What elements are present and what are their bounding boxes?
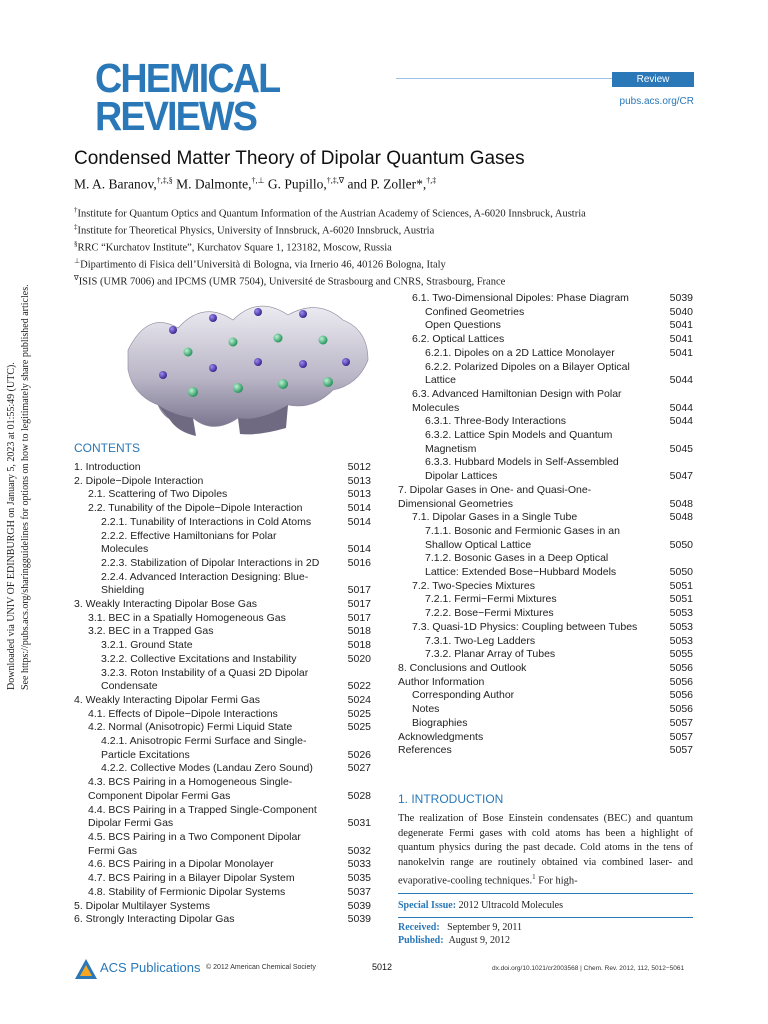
toc-entry-page: 5025 [347,707,371,720]
toc-entry-label: 4.2.2. Collective Modes (Landau Zero Sound) [101,762,313,775]
received-date [398,922,522,933]
copyright: © 2012 American Chemical Society [206,964,316,971]
toc-entry-page: 5041 [669,319,693,332]
toc-entry-page: 5039 [347,913,371,926]
toc-entry-page: 5050 [669,566,693,579]
toc-entry-label: 2.1. Scattering of Two Dipoles [88,488,228,501]
toc-entry-label: 2.2. Tunability of the Dipole−Dipole Interaction [88,502,303,515]
author-name: G. Pupillo, [267,176,327,192]
toc-entry[interactable] [74,653,371,667]
atom-marker [274,334,283,343]
toc-entry-label: 7.1.2. Bosonic Gases in a Deep Optical Lattice: Extended Bose−Hubbard Models [425,552,617,579]
toc-entry-page: 5024 [347,693,371,706]
toc-entry-page: 5028 [347,789,371,802]
atom-marker [209,314,217,322]
toc-entry-page: 5014 [347,543,371,556]
toc-entry[interactable] [74,708,371,722]
toc-entry[interactable] [74,461,371,475]
toc-entry-page: 5051 [669,593,693,606]
toc-entry[interactable] [398,388,693,415]
toc-entry-label: 6.2.2. Polarized Dipoles on a Bilayer Optical Lattice [425,360,630,387]
toc-entry-page: 5053 [669,620,693,633]
toc-entry-page: 5044 [669,401,693,414]
toc-entry-page: 5041 [669,333,693,346]
toc-entry-page: 5017 [347,611,371,624]
toc-entry-label: 6.3.3. Hubbard Models in Self-Assembled Dipolar Lattices [425,456,619,483]
toc-entry[interactable] [398,292,693,306]
toc-entry-page: 5053 [669,634,693,647]
toc-entry-label: Notes [412,703,440,716]
affiliation [74,206,586,220]
toc-entry[interactable] [398,717,693,731]
intro-text-tail: For high- [535,875,578,887]
toc-entry-label: 7. Dipolar Gases in One- and Quasi-One-Dimensional Geometries [398,483,592,510]
toc-entry-label: 5. Dipolar Multilayer Systems [74,899,210,912]
toc-entry-label: 8. Conclusions and Outlook [398,661,527,674]
toc-entry[interactable] [398,319,693,333]
toc-entry[interactable] [74,776,371,803]
section-heading-introduction: 1. INTRODUCTION [398,792,504,806]
toc-entry-label: 4. Weakly Interacting Dipolar Fermi Gas [74,693,260,706]
toc-entry-label: 7.2.2. Bose−Fermi Mixtures [425,607,554,620]
toc-entry[interactable] [74,530,371,557]
special-issue-label: Special Issue: [398,900,457,911]
author-affil-marks: †,‡,∇ [326,176,345,185]
affiliation-symbol: § [74,240,78,248]
toc-entry-page: 5032 [347,844,371,857]
side-note-line2: See https://pubs.acs.org/sharingguidelines for options on how to legitimately share published articles. [20,284,31,690]
toc-entry-page: 5040 [669,305,693,318]
affiliation [74,257,446,271]
toc-entry-page: 5045 [669,442,693,455]
toc-entry-label: 7.2. Two-Species Mixtures [412,579,535,592]
acs-logo-icon [74,958,98,980]
toc-entry-label: 3.2.1. Ground State [101,639,193,652]
toc-entry-label: 6.2. Optical Lattices [412,333,505,346]
toc-entry-label: 4.2. Normal (Anisotropic) Fermi Liquid State [88,721,293,734]
toc-entry-label: 7.1.1. Bosonic and Fermionic Gases in an Shallow Optical Lattice [425,524,620,551]
toc-entry-label: 4.7. BCS Pairing in a Bilayer Dipolar System [88,872,295,885]
atom-marker [169,326,177,334]
toc-entry-label: Author Information [398,675,485,688]
toc-entry-page: 5014 [347,502,371,515]
published-value: August 9, 2012 [448,935,510,946]
toc-entry-label: Acknowledgments [398,730,484,743]
atom-marker [319,336,328,345]
toc-entry-label: 6. Strongly Interacting Dipolar Gas [74,913,235,926]
toc-entry-label: 7.3.1. Two-Leg Ladders [425,634,536,647]
intro-text: The realization of Bose Einstein condensates (BEC) and quantum degenerate Fermi gases with cold atoms has been a highlight of quantum physics during the past decade. Cold atoms in the tens of nanokelvin range are routinely obtained via combined laser- and evaporative-cooling techniques. [398,813,693,887]
toc-entry-label: 2.2.3. Stabilization of Dipolar Interactions in 2D [101,556,320,569]
page-number: 5012 [372,962,393,972]
toc-entry-label: References [398,744,452,757]
atom-marker [278,379,288,389]
toc-entry[interactable] [398,621,693,635]
affiliation-symbol: ∇ [74,274,79,282]
divider [398,893,693,894]
atom-marker [229,338,238,347]
atom-marker [254,308,262,316]
author-name: and P. Zoller*, [347,176,427,192]
toc-entry[interactable] [398,361,693,388]
atom-marker [184,348,193,357]
toc-entry[interactable] [74,804,371,831]
header-rule [396,78,612,79]
toc-entry[interactable] [74,886,371,900]
toc-entry-page: 5051 [669,579,693,592]
toc-entry-page: 5017 [347,598,371,611]
toc-entry[interactable] [74,475,371,489]
toc-entry-label: 4.6. BCS Pairing in a Dipolar Monolayer [88,858,274,871]
toc-entry[interactable] [398,511,693,525]
toc-entry-page: 5041 [669,346,693,359]
toc-entry-page: 5048 [669,511,693,524]
toc-entry-label: 6.1. Two-Dimensional Dipoles: Phase Diagram [412,292,629,304]
toc-entry[interactable] [74,639,371,653]
toc-entry-page: 5057 [669,730,693,743]
divider [398,917,693,918]
toc-entry-label: Open Questions [425,319,501,332]
toc-entry-label: 2.2.2. Effective Hamiltonians for Polar Molecules [101,529,277,556]
toc-entry-label: 7.3.2. Planar Array of Tubes [425,648,556,661]
atom-marker [188,387,198,397]
toc-entry-label: 3. Weakly Interacting Dipolar Bose Gas [74,598,258,611]
affiliation [74,223,434,237]
toc-entry-page: 5013 [347,488,371,501]
toc-entry-page: 5056 [669,675,693,688]
toc-entry-page: 5022 [347,680,371,693]
toc-entry[interactable] [74,872,371,886]
toc-entry[interactable] [74,571,371,598]
atom-marker [323,377,333,387]
toc-entry-label: 4.4. BCS Pairing in a Trapped Single-Component Dipolar Fermi Gas [88,803,317,830]
toc-entry-page: 5047 [669,470,693,483]
toc-entry[interactable] [74,598,371,612]
toc-entry-page: 5017 [347,584,371,597]
toc-entry-page: 5037 [347,885,371,898]
toc-entry[interactable] [398,703,693,717]
affiliation [74,240,392,254]
toc-entry[interactable] [398,607,693,621]
special-issue [398,900,563,911]
toc-entry-label: Corresponding Author [412,689,515,702]
toc-entry[interactable] [398,580,693,594]
toc-entry-label: 6.3.2. Lattice Spin Models and Quantum Magnetism [425,429,613,455]
toc-entry[interactable] [74,502,371,516]
atom-marker [342,358,350,366]
toc-entry[interactable] [398,456,693,483]
author-name: M. A. Baranov, [74,176,157,192]
toc-entry-page: 5033 [347,858,371,871]
affiliation-text: Institute for Quantum Optics and Quantum Information of the Austrian Academy of Sciences, A-6020 Innsbruck, Austria [77,208,586,220]
toc-entry[interactable] [398,525,693,552]
toc-entry[interactable] [74,900,371,914]
article-type-badge: Review [612,72,694,87]
toc-entry-page: 5053 [669,607,693,620]
toc-entry[interactable] [74,721,371,735]
toc-entry[interactable] [398,552,693,579]
atom-marker [254,358,262,366]
toc-entry-page: 5025 [347,721,371,734]
toc-entry[interactable] [74,612,371,626]
toc-entry-page: 5018 [347,625,371,638]
toc-entry-page: 5044 [669,374,693,387]
contents-heading: CONTENTS [74,441,140,455]
toc-entry[interactable] [74,735,371,762]
toc-entry-label: 3.2. BEC in a Trapped Gas [88,625,214,638]
side-note-line1: Downloaded via UNIV OF EDINBURGH on January 5, 2023 at 01:55:49 (UTC). [6,362,17,690]
toc-entry[interactable] [74,557,371,571]
published-label: Published: [398,935,444,946]
toc-entry-label: Biographies [412,716,468,729]
atom-marker [159,371,167,379]
toc-entry[interactable] [398,415,693,429]
toc-entry-page: 5027 [347,762,371,775]
toc-entry-label: 3.1. BEC in a Spatially Homogeneous Gas [88,611,286,624]
toc-entry-label: 6.3. Advanced Hamiltonian Design with Polar Molecules [412,387,622,414]
toc-entry-page: 5016 [347,556,371,569]
toc-entry-page: 5048 [669,497,693,510]
author-affil-marks: †,‡ [426,176,437,185]
publisher-name: ACS Publications [100,960,201,975]
published-date [398,935,510,946]
author-list [74,176,436,193]
toc-entry-page: 5039 [347,899,371,912]
atom-marker [233,383,243,393]
toc-entry-label: 4.1. Effects of Dipole−Dipole Interactions [88,707,278,720]
toc-entry-label: 4.5. BCS Pairing in a Two Component Dipolar Fermi Gas [88,830,301,857]
toc-entry-label: Confined Geometries [425,305,525,318]
toc-entry-page: 5012 [347,461,371,473]
affiliation-symbol: † [74,206,78,214]
citation-ref[interactable]: 1 [532,873,536,881]
toc-entry-label: 4.8. Stability of Fermionic Dipolar Systems [88,885,286,898]
toc-entry-page: 5050 [669,538,693,551]
atom-marker [209,364,217,372]
toc-entry-page: 5044 [669,415,693,428]
toc-entry-label: 7.3. Quasi-1D Physics: Coupling between Tubes [412,620,638,633]
journal-logo-line2: REVIEWS [95,93,257,139]
special-issue-value[interactable]: 2012 Ultracold Molecules [458,900,563,911]
toc-entry-page: 5031 [347,817,371,830]
toc-entry[interactable] [74,831,371,858]
toc-right-column [398,292,693,758]
toc-entry-label: 4.2.1. Anisotropic Fermi Surface and Single-Particle Excitations [101,735,307,761]
toc-entry-label: 3.2.2. Collective Excitations and Instability [101,652,297,665]
toc-entry-page: 5039 [669,292,693,304]
author-affil-marks: †,‡,§ [156,176,173,185]
toc-entry-page: 5014 [347,515,371,528]
toc-entry-page: 5055 [669,648,693,661]
toc-entry-page: 5013 [347,474,371,487]
article-title: Condensed Matter Theory of Dipolar Quantum Gases [74,148,525,169]
toc-entry-label: 2.2.4. Advanced Interaction Designing: Blue-Shielding [101,570,309,597]
toc-entry[interactable] [74,762,371,776]
potential-surface [128,306,368,426]
toc-entry-page: 5020 [347,652,371,665]
toc-entry-page: 5057 [669,716,693,729]
intro-paragraph [398,812,693,889]
toc-entry-page: 5056 [669,689,693,702]
journal-logo-line1: CHEMICAL [95,55,280,101]
toc-entry[interactable] [398,593,693,607]
journal-url[interactable]: pubs.acs.org/CR [619,96,694,107]
toc-entry[interactable] [398,648,693,662]
received-label: Received: [398,922,440,933]
toc-entry[interactable] [74,488,371,502]
toc-entry-label: 1. Introduction [74,461,141,473]
toc-entry[interactable] [398,731,693,745]
atom-marker [299,360,307,368]
toc-entry[interactable] [398,744,693,758]
toc-entry[interactable] [398,662,693,676]
toc-entry-page: 5056 [669,661,693,674]
toc-entry-page: 5035 [347,872,371,885]
toc-entry-page: 5057 [669,744,693,757]
toc-graphic [118,290,378,440]
toc-entry[interactable] [398,306,693,320]
affiliation-text: Institute for Theoretical Physics, University of Innsbruck, A-6020 Innsbruck, Austria [77,225,435,237]
toc-entry[interactable] [398,429,693,456]
affiliation-text: Dipartimento di Fisica dell’Università di Bologna, via Irnerio 46, 40126 Bologna, Italy [80,259,446,271]
toc-entry-label: 6.2.1. Dipoles on a 2D Lattice Monolayer [425,346,615,359]
received-value: September 9, 2011 [447,922,523,933]
toc-left-column [74,461,371,927]
affiliation-symbol: ‡ [74,223,78,231]
toc-entry[interactable] [398,689,693,703]
toc-entry-label: 4.3. BCS Pairing in a Homogeneous Single-Component Dipolar Fermi Gas [88,776,293,802]
toc-entry-label: 6.3.1. Three-Body Interactions [425,415,567,428]
toc-entry[interactable] [398,484,693,511]
author-name: M. Dalmonte, [176,176,252,192]
toc-entry-label: 2. Dipole−Dipole Interaction [74,474,204,487]
author-affil-marks: †,⊥ [251,176,265,185]
toc-entry[interactable] [398,676,693,690]
toc-entry-label: 2.2.1. Tunability of Interactions in Cold Atoms [101,515,312,528]
toc-entry-label: 7.1. Dipolar Gases in a Single Tube [412,511,578,524]
toc-entry-label: 7.2.1. Fermi−Fermi Mixtures [425,593,557,606]
atom-marker [299,310,307,318]
toc-entry[interactable] [398,333,693,347]
toc-entry[interactable] [398,635,693,649]
affiliation [74,274,505,288]
affiliation-symbol: ⊥ [74,257,81,265]
toc-entry-page: 5018 [347,639,371,652]
toc-entry[interactable] [74,694,371,708]
toc-entry[interactable] [74,667,371,694]
toc-entry-page: 5056 [669,703,693,716]
doi-citation[interactable]: dx.doi.org/10.1021/cr2003568 | Chem. Rev. 2012, 112, 5012−5061 [492,965,685,972]
toc-entry-page: 5026 [347,748,371,761]
affiliation-text: RRC “Kurchatov Institute”, Kurchatov Square 1, 123182, Moscow, Russia [77,242,392,254]
toc-entry[interactable] [398,347,693,361]
download-side-note [5,284,33,690]
toc-entry-label: 3.2.3. Roton Instability of a Quasi 2D Dipolar Condensate [101,666,309,693]
affiliation-text: ISIS (UMR 7006) and IPCMS (UMR 7504), Université de Strasbourg and CNRS, Strasbourg, France [78,276,506,288]
toc-entry[interactable] [74,516,371,530]
toc-entry[interactable] [74,913,371,927]
toc-entry[interactable] [74,858,371,872]
toc-entry[interactable] [74,625,371,639]
